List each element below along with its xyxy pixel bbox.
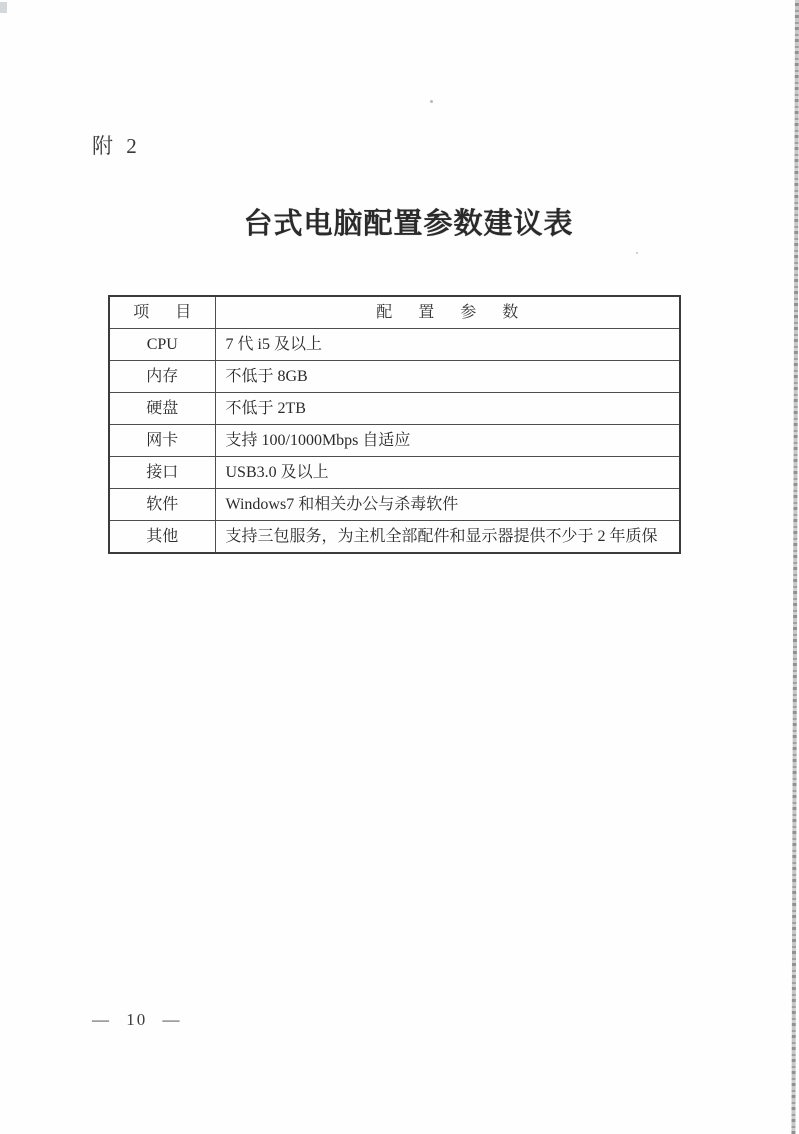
item-cell: 软件 [109, 489, 215, 521]
column-header-value: 配 置 参 数 [215, 296, 680, 329]
value-cell: 不低于 8GB [215, 361, 680, 393]
value-cell: 支持 100/1000Mbps 自适应 [215, 425, 680, 457]
scan-speck [636, 252, 638, 254]
value-cell: Windows7 和相关办公与杀毒软件 [215, 489, 680, 521]
column-header-item: 项 目 [109, 296, 215, 329]
scan-edge-artifact [791, 0, 799, 1134]
table-row-cpu [109, 329, 680, 361]
table-row-software [109, 489, 680, 521]
item-cell: 接口 [109, 457, 215, 489]
table-row-memory [109, 361, 680, 393]
item-cell: 内存 [109, 361, 215, 393]
item-cell: 其他 [109, 521, 215, 554]
table-row-other [109, 521, 680, 554]
item-cell: CPU [109, 329, 215, 361]
document-title: 台式电脑配置参数建议表 [243, 208, 574, 240]
scan-speck [0, 2, 7, 13]
table-row-nic [109, 425, 680, 457]
item-cell: 网卡 [109, 425, 215, 457]
table-row-disk [109, 393, 680, 425]
value-cell: 支持三包服务，为主机全部配件和显示器提供不少于 2 年质保 [215, 521, 680, 554]
value-cell: USB3.0 及以上 [215, 457, 680, 489]
value-cell: 7 代 i5 及以上 [215, 329, 680, 361]
item-cell: 硬盘 [109, 393, 215, 425]
spec-table [108, 295, 681, 544]
table-header-row [109, 296, 680, 329]
scan-speck [430, 100, 433, 103]
attachment-label: 附 2 [92, 134, 141, 158]
value-cell: 不低于 2TB [215, 393, 680, 425]
page-number: — 10 — [92, 1010, 182, 1029]
table-row-ports [109, 457, 680, 489]
